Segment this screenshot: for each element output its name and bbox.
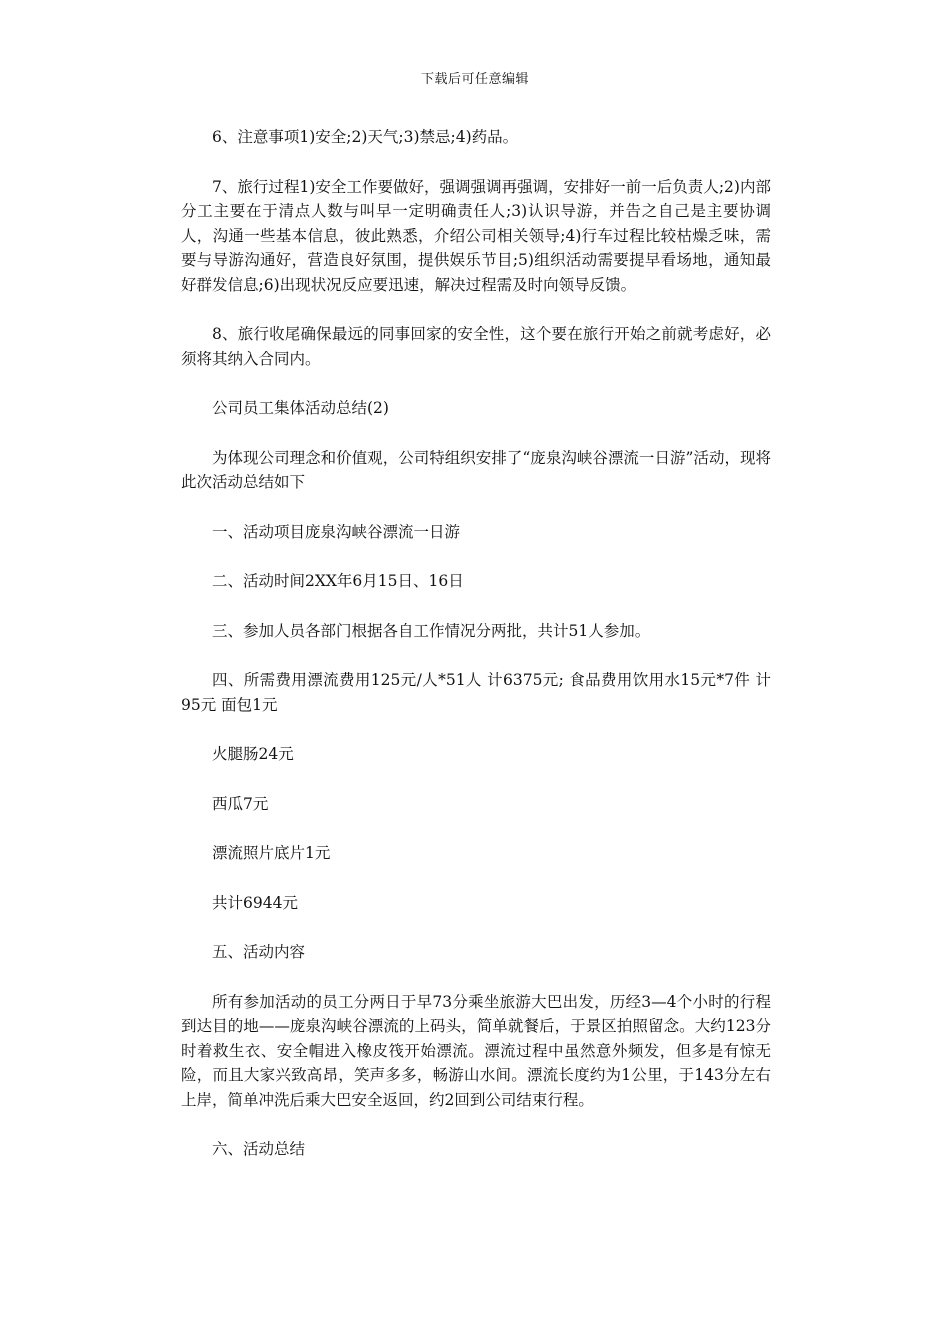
paragraph-travel-process: 7、旅行过程1)安全工作要做好，强调强调再强调，安排好一前一后负责人;2)内部分工主要在于清点人数与叫早一定明确责任人;3)认识导游，并告之自己是主要协调人，沟通一些基本信息，彼此熟悉，介绍公司相关领导;4)行车过程比较枯燥乏味，需要与导游沟通好，营造良好氛围，提供娱乐节目;5)组织活动需要提早看场地，通知最好群发信息;6)出现状况反应要迅速，解决过程需及时向领导反馈。	[181, 177, 771, 294]
paragraph-travel-ending: 8、旅行收尾确保最远的同事回家的安全性，这个要在旅行开始之前就考虑好，必须将其纳入合同内。	[181, 325, 771, 368]
paragraph-activity-time: 二、活动时间2XX年6月15日、16日	[212, 572, 464, 590]
paragraph-intro: 为体现公司理念和价值观，公司特组织安排了“庞泉沟峡谷漂流一日游”活动，现将此次活动总结如下	[181, 448, 771, 491]
paragraph-cost-total: 共计6944元	[212, 893, 298, 912]
paragraph-notes: 6、注意事项1)安全;2)天气;3)禁忌;4)药品。	[212, 128, 519, 146]
paragraph-cost-photos: 漂流照片底片1元	[212, 844, 331, 862]
section-title: 公司员工集体活动总结(2)	[212, 399, 389, 417]
paragraph-cost-watermelon: 西瓜7元	[212, 794, 269, 813]
paragraph-costs: 四、所需费用漂流费用125元/人*51人 计6375元; 食品费用饮用水15元*7件 计95元 面包1元	[181, 671, 771, 714]
paragraph-summary-heading: 六、活动总结	[212, 1140, 306, 1158]
page-header: 下载后可任意编辑	[420, 72, 529, 87]
paragraph-cost-ham: 火腿肠24元	[212, 745, 294, 763]
paragraph-activity-item: 一、活动项目庞泉沟峡谷漂流一日游	[212, 522, 461, 541]
document-body	[181, 125, 771, 1187]
paragraph-content-heading: 五、活动内容	[212, 943, 306, 961]
paragraph-content-body: 所有参加活动的员工分两日于早73分乘坐旅游大巴出发，历经3—4个小时的行程到达目的地——庞泉沟峡谷漂流的上码头，简单就餐后，于景区拍照留念。大约123分时着救生衣、安全帽进入橡皮筏开始漂流。漂流过程中虽然意外频发，但多是有惊无险，而且大家兴致高昂，笑声多多，畅游山水间。漂流长度约为1公里，于143分左右上岸，简单冲洗后乘大巴安全返回，约2回到公司结束行程。	[181, 992, 771, 1109]
paragraph-participants: 三、参加人员各部门根据各自工作情况分两批，共计51人参加。	[212, 621, 651, 640]
